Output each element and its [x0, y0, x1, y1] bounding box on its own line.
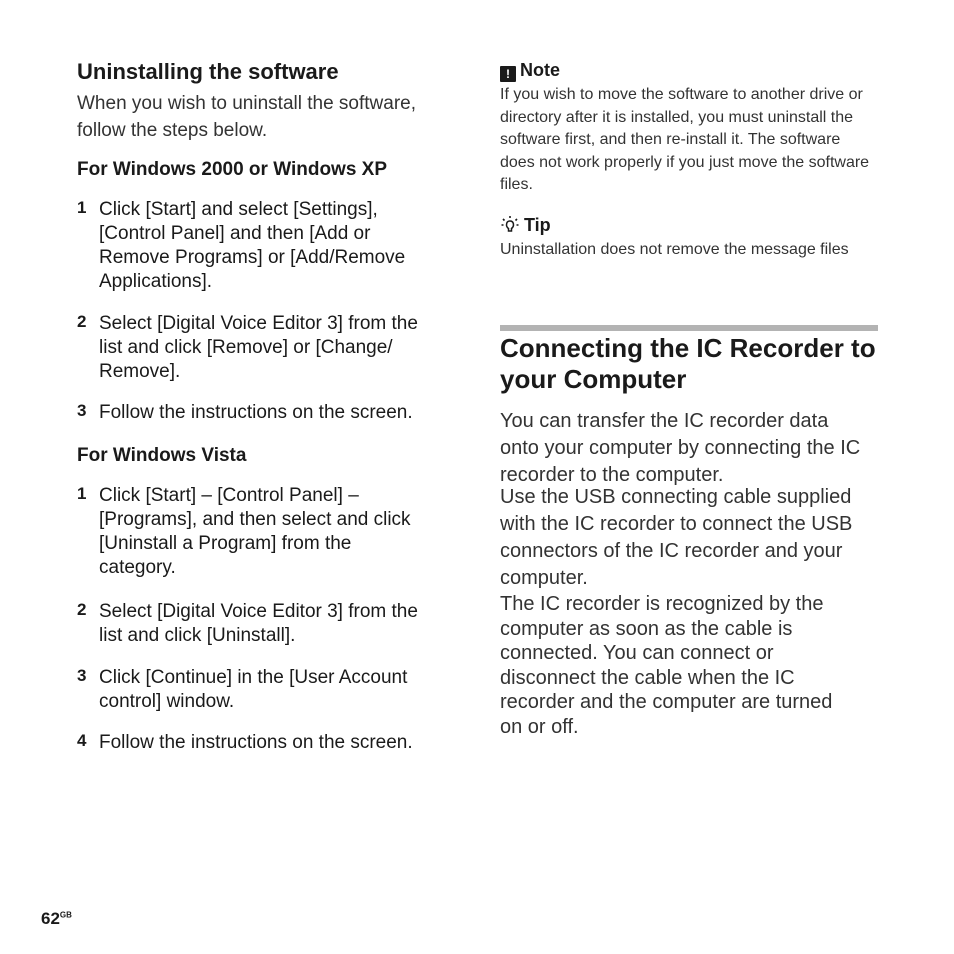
step-text: Select [Digital Voice Editor 3] from the list and click [Remove] or [Change/ Remove].: [99, 313, 418, 382]
step-number: 3: [77, 401, 87, 420]
step-number: 2: [77, 600, 87, 619]
subheading-windows-xp: For Windows 2000 or Windows XP: [77, 159, 388, 180]
step-number: 3: [77, 666, 87, 685]
tip-text: Uninstallation does not remove the message files: [500, 241, 849, 258]
note-label: Note: [520, 60, 560, 80]
step-number: 2: [77, 312, 87, 331]
step-text: Click [Start] – [Control Panel] – [Programs], and then select and click [Uninstall a Program] from the category.: [99, 485, 411, 578]
uninstall-intro: When you wish to uninstall the software, follow the steps below.: [77, 93, 417, 141]
note-icon: !: [500, 66, 516, 82]
note-text: If you wish to move the software to another drive or directory after it is installed, you must uninstall the software first, and then re-install it. The software does not work properly if you just move the software files.: [500, 86, 870, 193]
note-heading: [500, 60, 560, 82]
step-number: 4: [77, 731, 87, 750]
page-number-value: 62: [41, 909, 60, 928]
step-text: Follow the instructions on the screen.: [99, 402, 413, 423]
connecting-paragraph-3: The IC recorder is recognized by the computer as soon as the cable is connected. You can connect or disconnect the cable when the IC recorder and the computer are turned on or off.: [500, 593, 833, 738]
step-number: 1: [77, 484, 87, 503]
tip-heading: [500, 214, 551, 236]
page-number: [41, 909, 72, 929]
step-text: Select [Digital Voice Editor 3] from the list and click [Uninstall].: [99, 601, 418, 646]
lightbulb-icon: [500, 214, 520, 234]
section-heading-uninstall: Uninstalling the software: [77, 59, 339, 84]
connecting-paragraph-1: You can transfer the IC recorder data onto your computer by connecting the IC recorder to the computer.: [500, 410, 861, 486]
subheading-windows-vista: For Windows Vista: [77, 445, 247, 466]
step-text: Follow the instructions on the screen.: [99, 732, 413, 753]
region-code: GB: [59, 910, 72, 920]
step-number: 1: [77, 198, 87, 217]
section-divider: [500, 325, 878, 331]
step-text: Click [Continue] in the [User Account control] window.: [99, 667, 408, 712]
tip-label: Tip: [524, 215, 551, 235]
connecting-paragraph-2: Use the USB connecting cable supplied with the IC recorder to connect the USB connectors of the IC recorder and your computer.: [500, 486, 853, 589]
section-title-connecting: Connecting the IC Recorder to your Computer: [500, 333, 876, 394]
step-text: Click [Start] and select [Settings], [Control Panel] and then [Add or Remove Programs] or [Add/Remove Applications].: [99, 199, 406, 292]
